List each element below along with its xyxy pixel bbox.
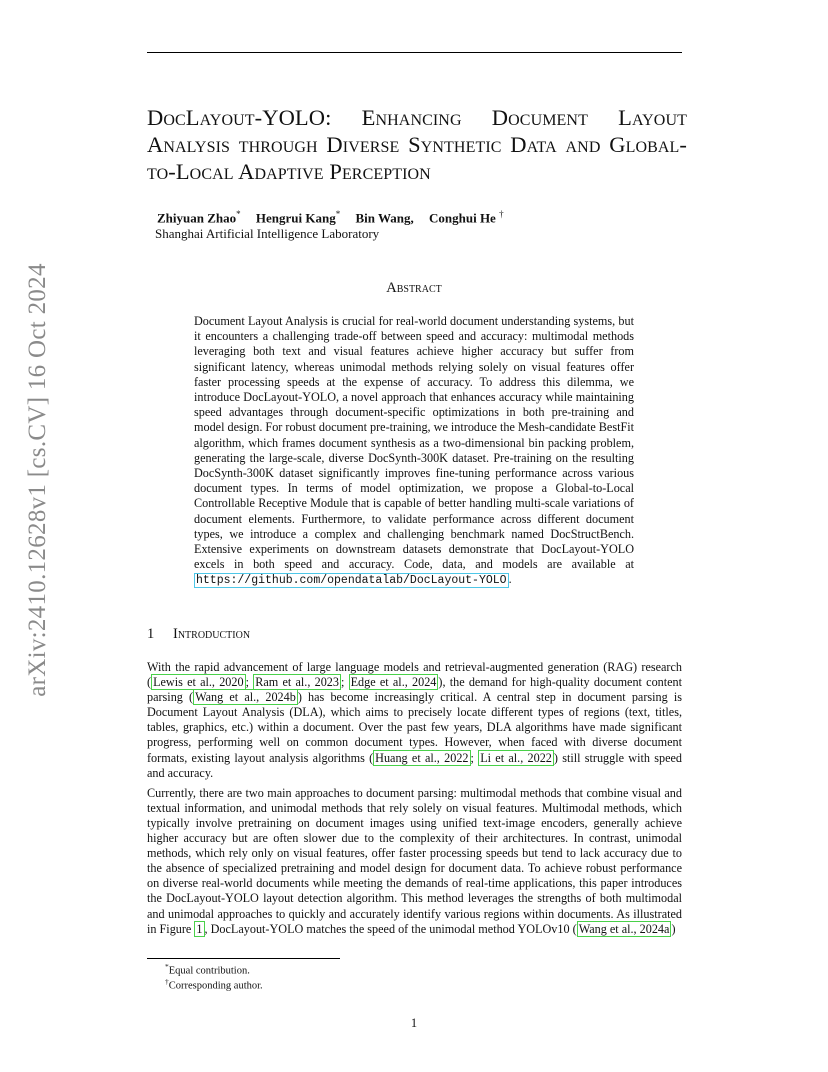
citation-link[interactable]: Ram et al., 2023 xyxy=(255,675,339,690)
citation-link[interactable]: Wang et al., 2024a xyxy=(578,921,670,936)
author-name: Bin Wang, xyxy=(355,210,414,226)
text-run: ; xyxy=(470,750,479,765)
section-heading xyxy=(147,626,250,643)
footnote xyxy=(165,977,263,992)
author-list xyxy=(157,209,504,226)
abstract-text: Document Layout Analysis is crucial for real-world document understanding systems, but it encounters a challenging trade-off between speed and accuracy: multimodal methods leveraging both text and visual features achieve higher accuracy but suffer from significant latency, whereas unimodal methods relying solely on visual features offer faster processing speeds at the expense of accuracy. To address this dilemma, we introduce DocLayout-YOLO, a novel approach that enhances accuracy while maintaining speed advantages through document-specific optimizations in both pre-training and model design. For robust document pre-training, we introduce the Mesh-candidate BestFit algorithm, which frames document synthesis as a two-dimensional bin packing problem, generating the large-scale, diverse DocSynth-300K dataset. Pre-training on the resulting DocSynth-300K dataset significantly improves fine-tuning performance across various document types. In terms of model optimization, we propose a Global-to-Local Controllable Receptive Module that is capable of better handling multi-scale variations of document elements. Furthermore, to validate performance across different document types, we introduce a complex and challenging benchmark named DocStructBench. Extensive experiments on downstream datasets demonstrate that DocLayout-YOLO excels in both speed and accuracy. Code, data, and models are available at xyxy=(194,314,635,572)
citation-link[interactable]: Li et al., 2022 xyxy=(480,750,552,765)
text-run: ) still struggle with speed and accuracy. xyxy=(147,750,682,780)
citation-link[interactable]: Huang et al., 2022 xyxy=(375,750,469,765)
text-run: ; xyxy=(245,675,254,690)
citation-link[interactable]: Wang et al., 2024b xyxy=(195,690,296,705)
page-number: 1 xyxy=(410,1016,418,1030)
author-name: Conghui He xyxy=(429,210,496,226)
figure-link[interactable]: 1 xyxy=(196,921,203,936)
footnote-mark: † xyxy=(165,977,169,986)
text-run: ), the demand for high-quality document content parsing ( xyxy=(147,675,683,705)
code-link[interactable]: https://github.com/opendatalab/DocLayout-YOLO xyxy=(196,574,507,588)
paper-title: DocLayout-YOLO: Enhancing Document Layout Analysis through Diverse Synthetic Data and Global-to-Local Adaptive Perception xyxy=(147,105,687,184)
author-name: Zhiyuan Zhao xyxy=(157,210,237,226)
abstract-paragraph xyxy=(194,314,634,589)
paragraph-2 xyxy=(147,786,682,937)
text-run: ) has become increasingly critical. A central step in document parsing is Document Layout Analysis (DLA), which aims to precisely locate different types of regions (text, titles, tables, graphics, etc.) within a document. Over the past few years, DLA algorithms have made significant progress, performing well on common document types. However, when faced with diverse document formats, existing layout analysis algorithms ( xyxy=(147,690,682,765)
affiliation: Shanghai Artificial Intelligence Laboratory xyxy=(155,226,380,241)
text-run: , DocLayout-YOLO matches the speed of the unimodal method YOLOv10 ( xyxy=(204,921,577,936)
abstract-heading: Abstract xyxy=(386,280,442,296)
author-mark: † xyxy=(499,209,504,219)
author-mark: * xyxy=(236,209,241,219)
abstract-end: . xyxy=(508,572,512,587)
top-rule xyxy=(147,52,682,53)
text-run: ; xyxy=(340,675,349,690)
author-name: Hengrui Kang xyxy=(255,210,336,226)
paragraph-1 xyxy=(147,660,682,781)
citation-link[interactable]: Edge et al., 2024 xyxy=(350,675,437,690)
section-title: Introduction xyxy=(173,626,251,642)
text-run: ) xyxy=(671,921,676,936)
footnote xyxy=(165,962,250,977)
footnote-mark: * xyxy=(165,962,169,971)
footnote-text: Corresponding author. xyxy=(168,980,263,992)
footnote-rule xyxy=(147,958,340,959)
citation-link[interactable]: Lewis et al., 2020 xyxy=(153,675,244,690)
text-run: Currently, there are two main approaches to document parsing: multimodal methods that combine visual and textual information, and unimodal methods that rely solely on visual features. Multimodal methods, which typically involve pretraining on document images using unified text-image encoders, generally achieve higher accuracy but are often slower due to the complexity of their architectures. In contrast, unimodal methods, which rely only on visual features, offer faster processing speeds but tend to lack accuracy due to the absence of specialized pretraining and model design for document data. To achieve robust performance on diverse real-world documents while meeting the demands of real-time applications, this paper introduces the DocLayout-YOLO layout detection algorithm. This method leverages the strengths of both multimodal and unimodal approaches to quickly and accurately identify various regions within documents. As illustrated in Figure xyxy=(147,785,682,936)
author-mark: * xyxy=(335,209,341,219)
introduction-body xyxy=(147,660,682,942)
text-run: With the rapid advancement of large language models and retrieval-augmented generation (RAG) research ( xyxy=(147,660,682,690)
section-number: 1 xyxy=(147,626,155,642)
arxiv-identifier: arXiv:2410.12628v1 [cs.CV] 16 Oct 2024 xyxy=(24,263,51,697)
footnote-text: Equal contribution. xyxy=(168,965,250,977)
